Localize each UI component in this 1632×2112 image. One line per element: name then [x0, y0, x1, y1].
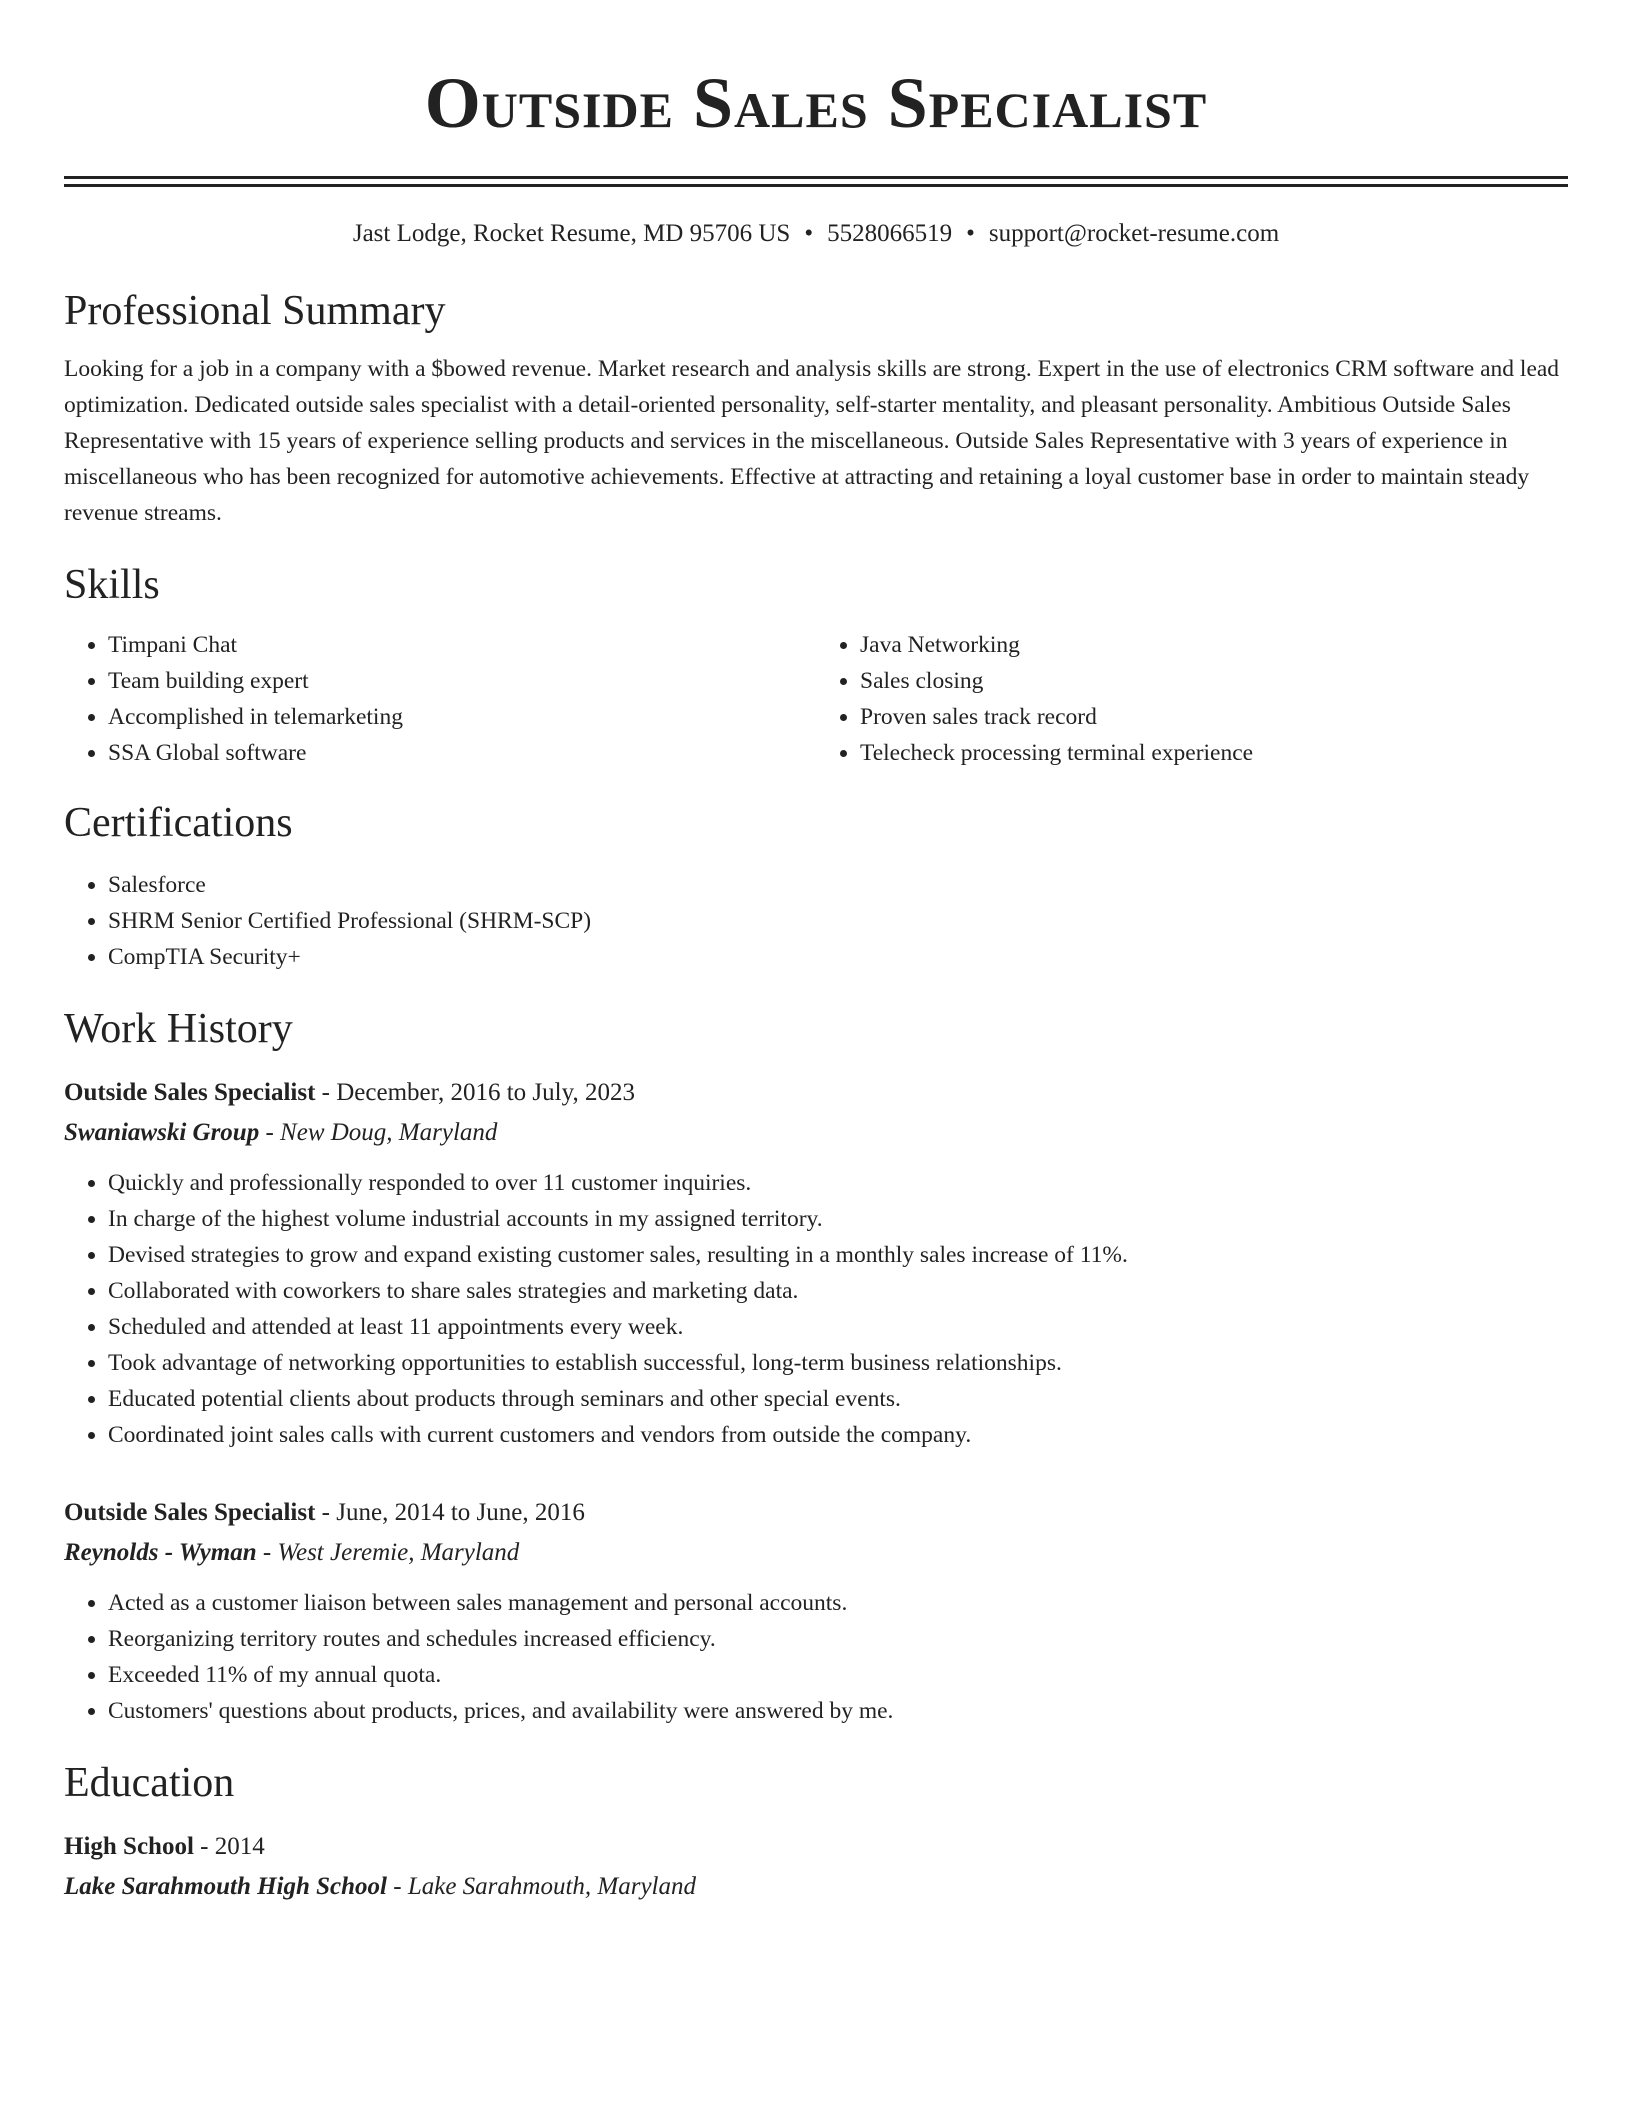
job-company: Reynolds - Wyman: [64, 1539, 257, 1566]
job-bullets: [64, 1165, 1568, 1453]
job-bullet: • Devised strategies to grow and expand existing customer sales, resulting in a monthly sales increase of 11%.: [108, 1237, 1568, 1273]
skill-item: • Sales closing: [860, 663, 1568, 699]
education-degree: High School: [64, 1833, 194, 1860]
summary-section: [64, 283, 1568, 531]
education-section: [64, 1755, 1568, 1907]
certifications-section: [64, 795, 1568, 975]
job-title-line: [64, 1493, 1568, 1533]
job-title-line: [64, 1073, 1568, 1113]
job-company-line: [64, 1533, 1568, 1573]
education-location: - Lake Sarahmouth, Maryland: [387, 1873, 696, 1900]
skill-item: • Java Networking: [860, 627, 1568, 663]
education-heading: Education: [64, 1760, 235, 1806]
contact-email: support@rocket-resume.com: [988, 220, 1280, 247]
contact-line: [64, 217, 1568, 251]
job-location: - West Jeremie, Maryland: [256, 1539, 520, 1566]
job-location: - New Doug, Maryland: [259, 1119, 498, 1146]
job-entry: [64, 1073, 1568, 1453]
job-bullet: • Quickly and professionally responded to over 11 customer inquiries.: [108, 1165, 1568, 1201]
certifications-heading: Certifications: [64, 800, 293, 846]
summary-text: Looking for a job in a company with a $bowed revenue. Market research and analysis skills are strong. Expert in the use of electronics CRM software and lead optimization. Dedicated outside sales specialist with a detail-oriented personality, self-starter mentality, and pleasant personality. Ambitious Outside Sales Representative with 15 years of experience selling products and services in the miscellaneous. Outside Sales Representative with 3 years of experience in miscellaneous who has been recognized for automotive achievements. Effective at attracting and retaining a loyal customer base in order to maintain steady revenue streams.: [64, 356, 1560, 526]
certification-item: • Salesforce: [108, 867, 1568, 903]
work-history-heading: Work History: [64, 1006, 293, 1052]
certification-item: • CompTIA Security+: [108, 939, 1568, 975]
skill-item: • Proven sales track record: [860, 699, 1568, 735]
job-bullet: • Educated potential clients about products through seminars and other special events.: [108, 1381, 1568, 1417]
skill-item: • SSA Global software: [108, 735, 816, 771]
job-bullet: • Took advantage of networking opportunities to establish successful, long-term business relationships.: [108, 1345, 1568, 1381]
job-bullet: • In charge of the highest volume industrial accounts in my assigned territory.: [108, 1201, 1568, 1237]
contact-separator: •: [804, 220, 814, 247]
skills-heading: Skills: [64, 562, 160, 608]
job-bullet: • Exceeded 11% of my annual quota.: [108, 1657, 1568, 1693]
skill-item: • Team building expert: [108, 663, 816, 699]
contact-address: Jast Lodge, Rocket Resume, MD 95706 US: [352, 220, 791, 247]
education-school: Lake Sarahmouth High School: [64, 1873, 387, 1900]
job-company: Swaniawski Group: [64, 1119, 260, 1146]
education-school-line: [64, 1867, 1568, 1907]
job-dates: - December, 2016 to July, 2023: [315, 1079, 635, 1106]
skills-right-list: [816, 627, 1568, 771]
job-bullet: • Reorganizing territory routes and schedules increased efficiency.: [108, 1621, 1568, 1657]
job-entry: [64, 1493, 1568, 1729]
job-company-line: [64, 1113, 1568, 1153]
work-history-section: [64, 1001, 1568, 1729]
candidate-name: Outside Sales Specialist: [424, 63, 1208, 143]
job-bullets: [64, 1585, 1568, 1729]
certifications-list: [64, 867, 1568, 975]
contact-separator: •: [966, 220, 975, 247]
skills-columns: [64, 627, 1568, 771]
header-double-rule: [64, 176, 1568, 187]
certification-item: • SHRM Senior Certified Professional (SHRM-SCP): [108, 903, 1568, 939]
contact-phone: 5528066519: [827, 220, 953, 247]
skill-item: • Accomplished in telemarketing: [108, 699, 816, 735]
job-title: Outside Sales Specialist: [64, 1079, 316, 1106]
job-bullet: • Collaborated with coworkers to share sales strategies and marketing data.: [108, 1273, 1568, 1309]
job-title: Outside Sales Specialist: [64, 1499, 316, 1526]
education-year: - 2014: [193, 1833, 265, 1860]
job-bullet: • Acted as a customer liaison between sales management and personal accounts.: [108, 1585, 1568, 1621]
job-bullet: • Customers' questions about products, prices, and availability were answered by me.: [108, 1693, 1568, 1729]
education-entry: [64, 1827, 1568, 1907]
summary-heading: Professional Summary: [64, 288, 446, 334]
job-dates: - June, 2014 to June, 2016: [315, 1499, 585, 1526]
skills-left-list: [64, 627, 816, 771]
skill-item: • Telecheck processing terminal experience: [860, 735, 1568, 771]
education-degree-line: [64, 1827, 1568, 1867]
job-bullet: • Coordinated joint sales calls with current customers and vendors from outside the company.: [108, 1417, 1568, 1453]
skills-section: [64, 557, 1568, 771]
skill-item: • Timpani Chat: [108, 627, 816, 663]
job-bullet: • Scheduled and attended at least 11 appointments every week.: [108, 1309, 1568, 1345]
